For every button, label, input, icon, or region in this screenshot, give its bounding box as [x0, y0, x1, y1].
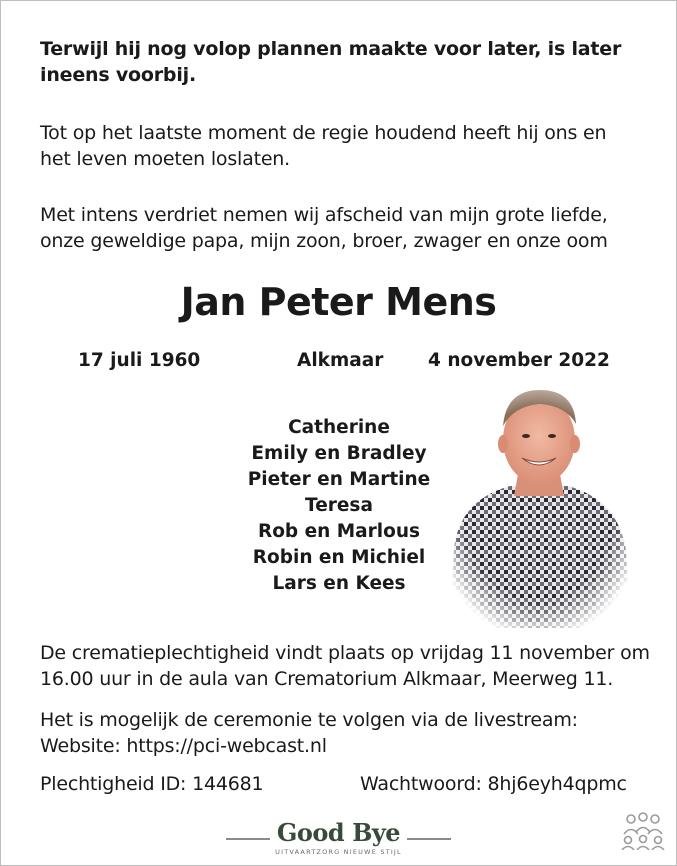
paragraph-2-line-2: onze geweldige papa, mijn zoon, broer, zwager en onze oom: [40, 230, 608, 252]
family-list: [230, 415, 448, 597]
family-member: Catherine: [288, 417, 390, 438]
family-member: Lars en Kees: [272, 573, 406, 594]
deceased-name: Jan Peter Mens: [180, 280, 497, 324]
ceremony-line-2: 16.00 uur in de aula van Crematorium Alkmaar, Meerweg 11.: [40, 668, 614, 690]
birth-date: 17 juli 1960: [78, 350, 201, 371]
livestream-password: Wachtwoord: 8hj6eyh4qpmc: [360, 773, 627, 795]
paragraph-1-line-2: het leven moeten loslaten.: [40, 148, 290, 170]
intro-line-1: Terwijl hij nog volop plannen maakte voor later, is later: [40, 38, 622, 60]
logo-tagline: UITVAARTZORG NIEUWE STIJL: [275, 848, 402, 856]
paragraph-1-line-1: Tot op het laatste moment de regie houdend heeft hij ons en: [40, 122, 607, 144]
intro-line-2: ineens voorbij.: [40, 64, 196, 86]
death-date: 4 november 2022: [428, 350, 610, 371]
portrait-photo: [440, 378, 638, 628]
livestream-text: [40, 707, 650, 759]
family-member: Emily en Bradley: [251, 443, 427, 464]
ceremony-text: [40, 640, 650, 692]
ceremony-id: Plechtigheid ID: 144681: [40, 773, 264, 795]
family-member: Robin en Michiel: [252, 547, 426, 568]
paragraph-2-line-1: Met intens verdriet nemen wij afscheid van mijn grote liefde,: [40, 204, 608, 226]
place: Alkmaar: [297, 350, 384, 371]
livestream-url[interactable]: Website: https://pci-webcast.nl: [40, 735, 327, 757]
family-member: Teresa: [305, 495, 373, 516]
people-group-icon: [620, 810, 666, 850]
funeral-home-logo: [0, 818, 677, 856]
family-member: Rob en Marlous: [257, 521, 421, 542]
ceremony-line-1: De crematieplechtigheid vindt plaats op vrijdag 11 november om: [40, 642, 650, 664]
paragraph-2: [40, 202, 650, 254]
livestream-line-1: Het is mogelijk de ceremonie te volgen via de livestream:: [40, 709, 578, 731]
paragraph-1: [40, 120, 650, 172]
family-member: Pieter en Martine: [247, 469, 431, 490]
logo-name: Good Bye: [271, 818, 406, 847]
intro-text: [40, 36, 650, 88]
